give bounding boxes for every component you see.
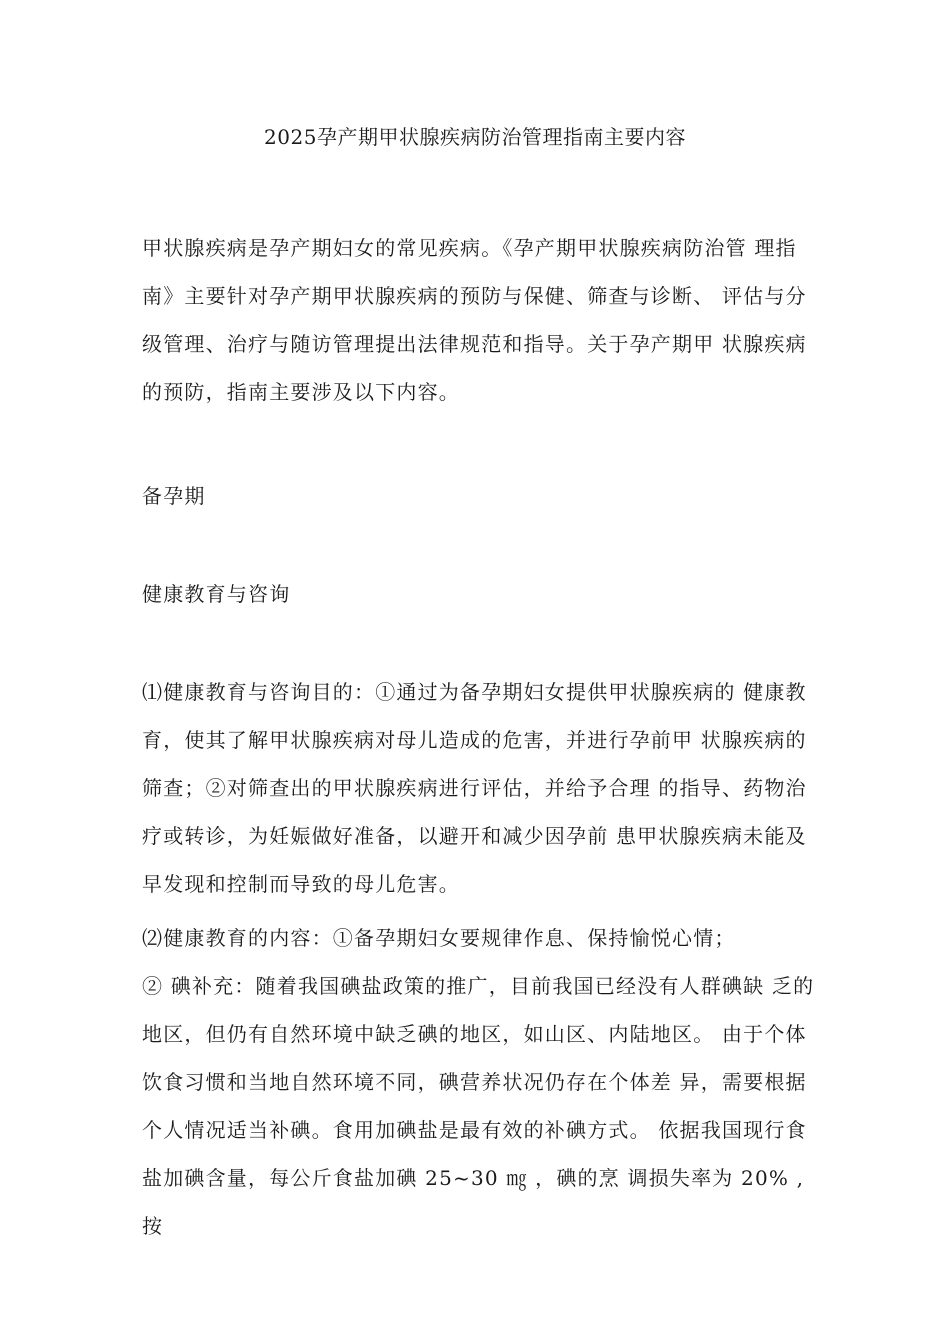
- item-2-continuation: ② 碘补充：随着我国碘盐政策的推广，目前我国已经没有人群碘缺 乏的地区，但仍有自然环境中缺乏碘的地区，如山区、内陆地区。 由于个体饮食习惯和当地自然环境不同，碘营养状况仍存在个体差 异，需要根据个人情况适当补碘。食用加碘盐是最有效的补碘方式。 依据我国现行食盐加碘含量，每公斤食盐加碘 25~30 ㎎ ，碘的烹 调损失率为 20% ,按: [142, 974, 815, 1238]
- intro-paragraph: 甲状腺疾病是孕产期妇女的常见疾病。《孕产期甲状腺疾病防治管 理指南》主要针对孕产期甲状腺疾病的预防与保健、筛查与诊断、 评估与分级管理、治疗与随访管理提出法律规范和指导。关于孕产期甲 状腺疾病的预防，指南主要涉及以下内容。: [142, 236, 807, 404]
- item-1-paragraph: ⑴健康教育与咨询目的：①通过为备孕期妇女提供甲状腺疾病的 健康教育，使其了解甲状腺疾病对母儿造成的危害，并进行孕前甲 状腺疾病的筛查；②对筛查出的甲状腺疾病进行评估，并给予合理 的指导、药物治疗或转诊，为妊娠做好准备，以避开和减少因孕前 患甲状腺疾病未能及早发现和控制而导致的母儿危害。: [142, 680, 807, 896]
- subsection-heading: 健康教育与咨询: [142, 582, 291, 606]
- item-2-paragraph: ⑵健康教育的内容：①备孕期妇女要规律作息、保持愉悦心情；: [142, 926, 736, 950]
- section-heading: 备孕期: [142, 484, 206, 508]
- document-title: 2025孕产期甲状腺疾病防治管理指南主要内容: [264, 125, 686, 149]
